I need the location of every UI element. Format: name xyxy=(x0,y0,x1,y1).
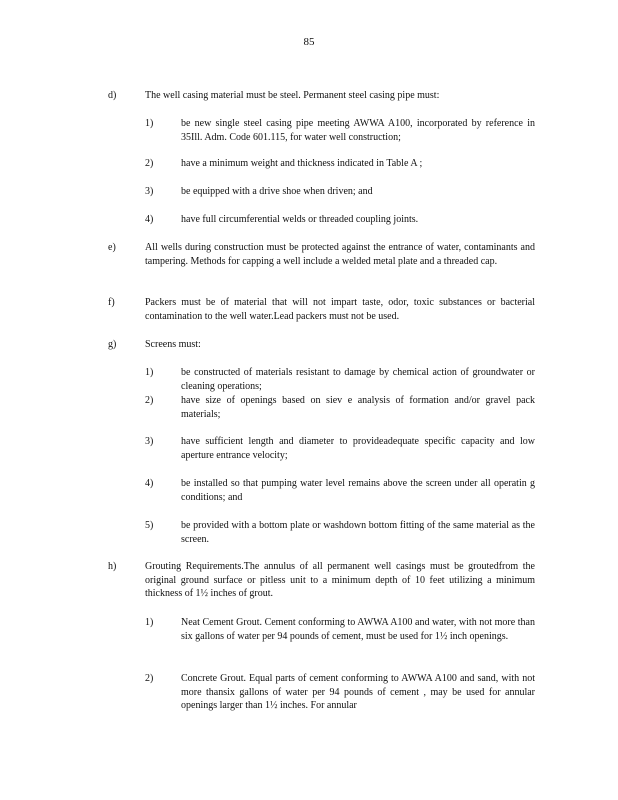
section-text: All wells during construction must be protected against the entrance of water, contaminants and tampering. Methods for capping a well include a welded metal plate and a threaded cap. xyxy=(145,242,535,267)
item-text: be equipped with a drive shoe when driven; and xyxy=(181,186,373,197)
item-text: Neat Cement Grout. Cement conforming to AWWA A100 and water, with not more than six gallons of water per 94 pounds of cement, must be used for 1½ inch openings. xyxy=(181,617,535,642)
item-label: 3) xyxy=(145,436,154,447)
section-text: The well casing material must be steel. Permanent steel casing pipe must: xyxy=(145,90,440,101)
item-text: be constructed of materials resistant to damage by chemical action of groundwater or cleaning operations; xyxy=(181,367,535,392)
item-text: have a minimum weight and thickness indicated in Table A ; xyxy=(181,158,423,169)
item-label: 1) xyxy=(145,367,154,378)
item-label: 1) xyxy=(145,617,154,628)
section-label: g) xyxy=(108,339,117,350)
item-label: 4) xyxy=(145,478,154,489)
item-text: have full circumferential welds or threaded coupling joints. xyxy=(181,214,419,225)
item-text: be installed so that pumping water level remains above the screen under all operatin g conditions; and xyxy=(181,478,535,503)
item-label: 3) xyxy=(145,186,154,197)
item-label: 5) xyxy=(145,520,154,531)
item-text: have sufficient length and diameter to provideadequate specific capacity and low aperture entrance velocity; xyxy=(181,436,535,461)
item-label: 2) xyxy=(145,395,154,406)
section-label: d) xyxy=(108,90,117,101)
section-text: Screens must: xyxy=(145,339,201,350)
section-label: h) xyxy=(108,561,117,572)
section-text: Packers must be of material that will not impart taste, odor, toxic substances or bacterial contamination to the well water.Lead packers must not be used. xyxy=(145,297,535,322)
item-text: be provided with a bottom plate or washdown bottom fitting of the same material as the screen. xyxy=(181,520,535,545)
item-label: 2) xyxy=(145,673,154,684)
item-text: have size of openings based on siev e analysis of formation and/or gravel pack materials; xyxy=(181,395,535,420)
section-text: Grouting Requirements.The annulus of all permanent well casings must be groutedfrom the original ground surface or pitless unit to a minimum depth of 10 feet utilizing a minimum thickness of 1½ inches of grout. xyxy=(145,561,535,600)
section-label: f) xyxy=(108,297,115,308)
item-label: 2) xyxy=(145,158,154,169)
item-label: 4) xyxy=(145,214,154,225)
page-number: 85 xyxy=(303,36,315,48)
section-label: e) xyxy=(108,242,116,253)
item-label: 1) xyxy=(145,118,154,129)
item-text: be new single steel casing pipe meeting AWWA A100, incorporated by reference in 35Ill. Adm. Code 601.115, for water well construction; xyxy=(181,118,535,143)
item-text: Concrete Grout. Equal parts of cement conforming to AWWA A100 and sand, with not more thansix gallons of water per 94 pounds of cement , may be used for annular openings larger than 1½ inches. For annular xyxy=(181,673,535,712)
